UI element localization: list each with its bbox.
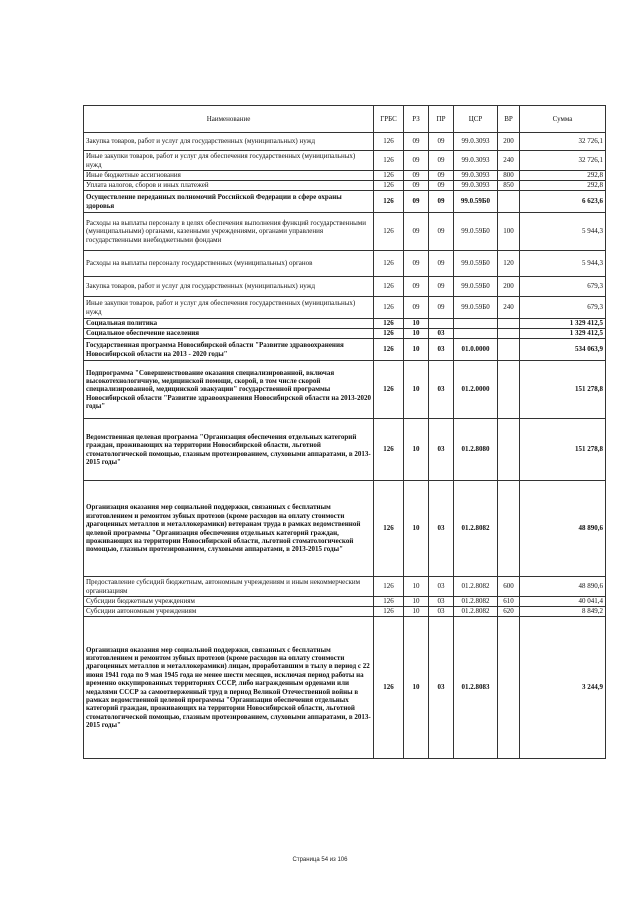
vr-cell: 240 [498, 151, 520, 171]
rz-cell: 10 [404, 607, 429, 617]
pr-cell: 03 [429, 329, 454, 339]
vr-cell [498, 329, 520, 339]
rz-cell: 09 [404, 191, 429, 213]
vr-cell [498, 481, 520, 577]
table-row [84, 319, 606, 329]
sum-cell: 5 944,3 [520, 251, 606, 277]
name-cell: Субсидии автономным учреждениям [84, 607, 374, 617]
header-name: Наименование [84, 106, 374, 133]
sum-cell: 6 623,6 [520, 191, 606, 213]
table-row [84, 577, 606, 597]
table-row [84, 481, 606, 577]
rz-cell: 09 [404, 297, 429, 319]
table-row [84, 339, 606, 361]
rz-cell: 09 [404, 133, 429, 151]
vr-cell: 120 [498, 251, 520, 277]
vr-cell: 850 [498, 181, 520, 191]
header-rz: РЗ [404, 106, 429, 133]
sum-cell: 679,3 [520, 277, 606, 297]
vr-cell: 600 [498, 577, 520, 597]
pr-cell [429, 319, 454, 329]
name-cell: Уплата налогов, сборов и иных платежей [84, 181, 374, 191]
sum-cell: 151 278,8 [520, 361, 606, 419]
rz-cell: 10 [404, 577, 429, 597]
name-cell: Закупка товаров, работ и услуг для государственных (муниципальных) нужд [84, 133, 374, 151]
table-row [84, 277, 606, 297]
sum-cell: 292,8 [520, 171, 606, 181]
csr-cell: 01.2.8082 [454, 481, 498, 577]
name-cell: Предоставление субсидий бюджетным, автономным учреждениям и иным некоммерческим организациям [84, 577, 374, 597]
grbs-cell: 126 [374, 191, 404, 213]
pr-cell: 03 [429, 597, 454, 607]
grbs-cell: 126 [374, 361, 404, 419]
rz-cell: 10 [404, 419, 429, 481]
budget-table [83, 105, 606, 759]
vr-cell: 200 [498, 133, 520, 151]
sum-cell: 679,3 [520, 297, 606, 319]
rz-cell: 09 [404, 181, 429, 191]
header-csr: ЦСР [454, 106, 498, 133]
table-row [84, 361, 606, 419]
name-cell: Расходы на выплаты персоналу в целях обеспечения выполнения функций государственными (муниципальными) органами, казенными учреждениями, органами управления государственными внебюджетными фондами [84, 213, 374, 251]
rz-cell: 10 [404, 329, 429, 339]
grbs-cell: 126 [374, 481, 404, 577]
grbs-cell: 126 [374, 297, 404, 319]
csr-cell: 99.0.59Б0 [454, 191, 498, 213]
vr-cell: 200 [498, 277, 520, 297]
grbs-cell: 126 [374, 181, 404, 191]
name-cell: Иные бюджетные ассигнования [84, 171, 374, 181]
vr-cell [498, 617, 520, 759]
vr-cell [498, 191, 520, 213]
csr-cell: 99.0.59Б0 [454, 297, 498, 319]
table-body [84, 133, 606, 759]
grbs-cell: 126 [374, 171, 404, 181]
csr-cell: 01.2.8082 [454, 597, 498, 607]
rz-cell: 10 [404, 361, 429, 419]
csr-cell: 01.2.8080 [454, 419, 498, 481]
rz-cell: 10 [404, 597, 429, 607]
name-cell: Социальное обеспечение населения [84, 329, 374, 339]
rz-cell: 09 [404, 151, 429, 171]
table-row [84, 329, 606, 339]
sum-cell: 32 726,1 [520, 133, 606, 151]
pr-cell: 03 [429, 339, 454, 361]
name-cell: Осуществление переданных полномочий Российской Федерации в сфере охраны здоровья [84, 191, 374, 213]
name-cell: Субсидии бюджетным учреждениям [84, 597, 374, 607]
sum-cell: 1 329 412,5 [520, 329, 606, 339]
name-cell: Подпрограмма "Совершенствование оказания специализированной, включая высокотехнологичную, медицинской помощи, скорой, в том числе скорой специализированной, медицинской эвакуации" государственной программы Новосибирской области "Развитие здравоохранения Новосибирской области на 2013-2020 годы" [84, 361, 374, 419]
grbs-cell: 126 [374, 329, 404, 339]
table-header-row [84, 106, 606, 133]
rz-cell: 10 [404, 319, 429, 329]
name-cell: Социальная политика [84, 319, 374, 329]
sum-cell: 8 849,2 [520, 607, 606, 617]
vr-cell [498, 319, 520, 329]
rz-cell: 09 [404, 251, 429, 277]
csr-cell [454, 319, 498, 329]
table-row [84, 133, 606, 151]
csr-cell: 99.0.3093 [454, 181, 498, 191]
name-cell: Иные закупки товаров, работ и услуг для обеспечения государственных (муниципальных) нужд [84, 151, 374, 171]
sum-cell: 3 244,9 [520, 617, 606, 759]
pr-cell: 03 [429, 607, 454, 617]
grbs-cell: 126 [374, 419, 404, 481]
rz-cell: 09 [404, 171, 429, 181]
rz-cell: 10 [404, 339, 429, 361]
grbs-cell: 126 [374, 617, 404, 759]
csr-cell: 99.0.59Б0 [454, 277, 498, 297]
table-row [84, 171, 606, 181]
csr-cell: 01.2.8083 [454, 617, 498, 759]
name-cell: Ведомственная целевая программа "Организация обеспечения отдельных категорий граждан, проживающих на территории Новосибирской области, льготной стоматологической помощью, глазным протезированием, слуховыми аппаратами, в 2013-2015 годы" [84, 419, 374, 481]
pr-cell: 03 [429, 361, 454, 419]
rz-cell: 09 [404, 277, 429, 297]
grbs-cell: 126 [374, 339, 404, 361]
sum-cell: 48 890,6 [520, 481, 606, 577]
csr-cell: 99.0.3093 [454, 133, 498, 151]
grbs-cell: 126 [374, 319, 404, 329]
vr-cell: 620 [498, 607, 520, 617]
grbs-cell: 126 [374, 607, 404, 617]
vr-cell: 240 [498, 297, 520, 319]
pr-cell: 03 [429, 481, 454, 577]
sum-cell: 40 041,4 [520, 597, 606, 607]
pr-cell: 03 [429, 577, 454, 597]
pr-cell: 09 [429, 213, 454, 251]
rz-cell: 09 [404, 213, 429, 251]
sum-cell: 292,8 [520, 181, 606, 191]
vr-cell [498, 419, 520, 481]
grbs-cell: 126 [374, 151, 404, 171]
sum-cell: 32 726,1 [520, 151, 606, 171]
vr-cell [498, 339, 520, 361]
vr-cell: 100 [498, 213, 520, 251]
vr-cell: 610 [498, 597, 520, 607]
csr-cell: 01.2.8082 [454, 577, 498, 597]
pr-cell: 09 [429, 277, 454, 297]
pr-cell: 09 [429, 297, 454, 319]
pr-cell: 09 [429, 191, 454, 213]
header-grbs: ГРБС [374, 106, 404, 133]
sum-cell: 5 944,3 [520, 213, 606, 251]
page-footer: Страница 54 из 106 [292, 857, 348, 863]
table-row [84, 151, 606, 171]
pr-cell: 09 [429, 151, 454, 171]
csr-cell: 01.0.0000 [454, 339, 498, 361]
table-row [84, 251, 606, 277]
table-row [84, 607, 606, 617]
pr-cell: 09 [429, 171, 454, 181]
csr-cell: 99.0.3093 [454, 151, 498, 171]
pr-cell: 09 [429, 181, 454, 191]
table-row [84, 297, 606, 319]
vr-cell: 800 [498, 171, 520, 181]
name-cell: Государственная программа Новосибирской области "Развитие здравоохранения Новосибирской области на 2013 - 2020 годы" [84, 339, 374, 361]
grbs-cell: 126 [374, 251, 404, 277]
name-cell: Организация оказания мер социальной поддержки, связанных с бесплатным изготовлением и ремонтом зубных протезов (кроме расходов на оплату стоимости драгоценных металлов и металлокерамики) ветеранам труда в рамках ведомственной целевой программы "Организация обеспечения отдельных категорий граждан, проживающих на территории Новосибирской области, льготной стоматологической помощью, глазным протезированием, слуховыми аппаратами, в 2013-2015 годы" [84, 481, 374, 577]
csr-cell: 99.0.59Б0 [454, 213, 498, 251]
rz-cell: 10 [404, 617, 429, 759]
name-cell: Закупка товаров, работ и услуг для государственных (муниципальных) нужд [84, 277, 374, 297]
name-cell: Расходы на выплаты персоналу государственных (муниципальных) органов [84, 251, 374, 277]
sum-cell: 151 278,8 [520, 419, 606, 481]
grbs-cell: 126 [374, 577, 404, 597]
grbs-cell: 126 [374, 277, 404, 297]
csr-cell: 01.2.8082 [454, 607, 498, 617]
sum-cell: 1 329 412,5 [520, 319, 606, 329]
name-cell: Иные закупки товаров, работ и услуг для обеспечения государственных (муниципальных) нужд [84, 297, 374, 319]
pr-cell: 03 [429, 419, 454, 481]
grbs-cell: 126 [374, 213, 404, 251]
csr-cell [454, 329, 498, 339]
csr-cell: 01.2.0000 [454, 361, 498, 419]
table-row [84, 191, 606, 213]
grbs-cell: 126 [374, 133, 404, 151]
sum-cell: 534 063,9 [520, 339, 606, 361]
vr-cell [498, 361, 520, 419]
header-vr: ВР [498, 106, 520, 133]
table-row [84, 213, 606, 251]
csr-cell: 99.0.3093 [454, 171, 498, 181]
csr-cell: 99.0.59Б0 [454, 251, 498, 277]
rz-cell: 10 [404, 481, 429, 577]
header-pr: ПР [429, 106, 454, 133]
pr-cell: 09 [429, 251, 454, 277]
table-row [84, 597, 606, 607]
grbs-cell: 126 [374, 597, 404, 607]
header-sum: Сумма [520, 106, 606, 133]
table-row [84, 419, 606, 481]
name-cell: Организация оказания мер социальной поддержки, связанных с бесплатным изготовлением и ремонтом зубных протезов (кроме расходов на оплату стоимости драгоценных металлов и металлокерамики) лицам, проработавшим в тылу в период с 22 июня 1941 года по 9 мая 1945 года не менее шести месяцев, исключая период работы на временно оккупированных территориях СССР, либо награжденным орденами или медалями СССР за самоотверженный труд в период Великой Отечественной войны в рамках ведомственной целевой программы "Организация обеспечения отдельных категорий граждан, проживающих на территории Новосибирской области, льготной стоматологической помощью, глазным протезированием, слуховыми аппаратами, в 2013-2015 годы" [84, 617, 374, 759]
pr-cell: 03 [429, 617, 454, 759]
sum-cell: 48 890,6 [520, 577, 606, 597]
pr-cell: 09 [429, 133, 454, 151]
table-row [84, 181, 606, 191]
table-row [84, 617, 606, 759]
